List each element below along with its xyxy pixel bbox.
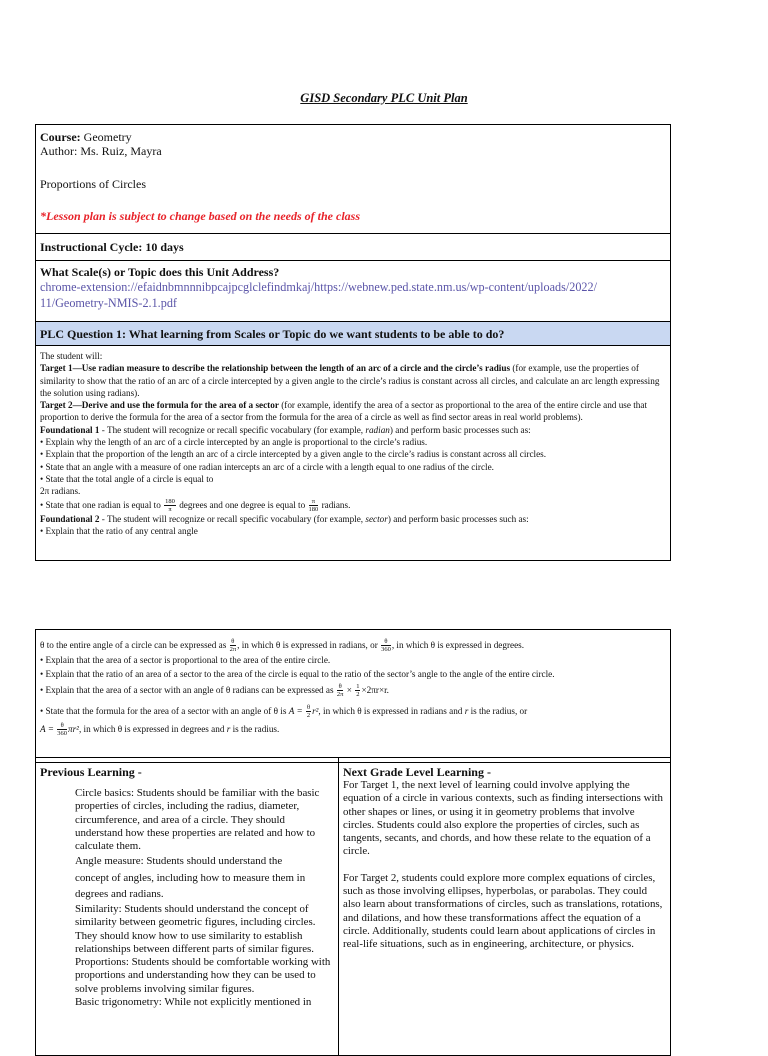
foundational-1: Foundational 1 - The student will recognize or recall specific vocabulary (for example, radian) and perform basic processes such as: <box>40 424 531 435</box>
bullet-3: • State that an angle with a measure of one radian intercepts an arc of a circle with a length equal to one radius of the circle. <box>40 461 494 472</box>
cont-line-5: • State that the formula for the area of a sector with an angle of θ is A = $\frac{\theta}{2}$ r², in which θ is expressed in radians and r is the radius, or <box>40 703 528 719</box>
bullet-5: • State that one radian is equal to $\frac{180}{\pi}$ degrees and one degree is equal to $\frac{\pi}{180}$ radians. <box>40 497 351 513</box>
prev-similarity: Similarity: Students should understand the concept of similarity between geometric figures, including circles. They should know how to use similarity to establish relationships between different parts of similar figures. <box>75 902 316 955</box>
learning-progression-table <box>35 757 671 1056</box>
next-target-1: For Target 1, the next level of learning could involve applying the equation of a circle in various contexts, such as finding intersections with other shapes or lines, or using it in geometry problems that involve circles. Students could also explore the properties of circles, such as tangents, secants, and chords, and how these relate to the equation of a circle. <box>343 779 663 858</box>
plc-question-1: PLC Question 1: What learning from Scales or Topic do we want students to be able to do? <box>40 326 505 341</box>
unit-name: Proportions of Circles <box>40 177 146 191</box>
next-target-2: For Target 2, students could explore more complex equations of circles, such as those involving ellipses, hyperbolas, or parabolas. They could also learn about transformations of circles, such as translations, rotations, and dilations, and how these transformations affect the equation of a circle. Additionally, students could learn about applications of circles in real-life situations, such as in engineering, architecture, or physics. <box>343 871 663 951</box>
course-value: Geometry <box>80 130 132 144</box>
continuation-cell <box>36 630 671 763</box>
targets-cell <box>36 346 671 561</box>
prev-proportions: Proportions: Students should be comfortable working with proportions and understanding how they can be used to solve problems involving similar figures. <box>75 956 331 995</box>
unit-plan-table <box>35 124 671 561</box>
plc-question-1-cell <box>36 322 671 346</box>
continuation-table <box>35 629 671 763</box>
notice-text: *Lesson plan is subject to change based on the needs of the class <box>40 209 361 223</box>
scale-link[interactable]: chrome-extension://efaidnbmnnnibpcajpcglclefindmkaj/https://webnew.ped.state.nm.us/wp-content/uploads/2022/ 11/Geometry-NMIS-2.1.pdf <box>40 280 597 310</box>
next-learning-heading: Next Grade Level Learning - <box>343 765 491 779</box>
cont-line-4: • Explain that the area of a sector with an angle of θ radians can be expressed as $\frac{\theta}{2\pi}$ × $\frac{1}{2}$ ×2πr×r. <box>40 683 389 699</box>
instructional-cycle: Instructional Cycle: 10 days <box>40 240 184 254</box>
cycle-cell <box>36 234 671 261</box>
bullet-1: • Explain why the length of an arc of a circle intercepted by an angle is proportional to the circle’s radius. <box>40 437 428 448</box>
bullet-4: • State that the total angle of a circle is equal to <box>40 473 214 484</box>
page-title: GISD Secondary PLC Unit Plan <box>300 91 468 105</box>
cont-line-2: • Explain that the area of a sector is proportional to the area of the entire circle. <box>40 654 331 665</box>
bullet-6: • Explain that the ratio of any central angle <box>40 526 198 537</box>
author: Author: Ms. Ruiz, Mayra <box>40 144 162 158</box>
cont-line-1: θ to the entire angle of a circle can be expressed as $\frac{\theta}{2\pi}$ , in which θ is expressed in radians, or $\frac{\theta}{360}$ , in which θ is expressed in degrees. <box>40 638 525 654</box>
next-learning-cell <box>339 758 671 1056</box>
cont-line-3: • Explain that the ratio of an area of a sector to the area of the circle is equal to the ratio of the sector’s angle to the angle of the entire circle. <box>40 668 555 679</box>
foundational-2: Foundational 2 - The student will recognize or recall specific vocabulary (for example, sector) and perform basic processes such as: <box>40 513 529 524</box>
bullet-2: • Explain that the proportion of the length an arc of a circle intercepted by a given angle to the circle’s radius is constant across all circles. <box>40 449 547 460</box>
target-1: Target 1—Use radian measure to describe the relationship between the length of an arc of a circle and the circle’s radius (for example, use the properties of similarity to show that the ratio of an arc of a circle intercepted by a given angle to the circle’s radius is constant across all circles, and calculate an arc length expressing the solution using radians). <box>40 363 660 398</box>
prev-circle-basics: Circle basics: Students should be familiar with the basic properties of circles, including the radius, diameter, circumference, and area of a circle. They should understand how these properties are related and how to calculate them. <box>75 787 320 853</box>
course-cell <box>36 125 671 234</box>
cont-line-6: A = $\frac{\theta}{360}$ πr², in which θ is expressed in degrees and r is the radius. <box>40 722 280 738</box>
previous-learning-cell <box>36 758 339 1056</box>
previous-learning-heading: Previous Learning - <box>40 765 142 779</box>
bullet-4b: 2π radians. <box>40 486 81 497</box>
prev-angle-measure: Angle measure: Students should understand the concept of angles, including how to measure them in degrees and radians. <box>75 855 306 901</box>
course-label: Course: <box>40 130 81 144</box>
target-2: Target 2—Derive and use the formula for the area of a sector (for example, identify the area of a sector as proportional to the area of the entire circle and use that proportion to derive the formula for the area of a sector from the formula for the area of a circle as well as find sector areas in real world problems). <box>40 400 648 423</box>
student-will: The student will: <box>40 351 103 361</box>
scale-cell <box>36 261 671 322</box>
prev-trigonometry: Basic trigonometry: While not explicitly mentioned in <box>75 996 312 1009</box>
scale-question: What Scale(s) or Topic does this Unit Address? <box>40 265 280 279</box>
